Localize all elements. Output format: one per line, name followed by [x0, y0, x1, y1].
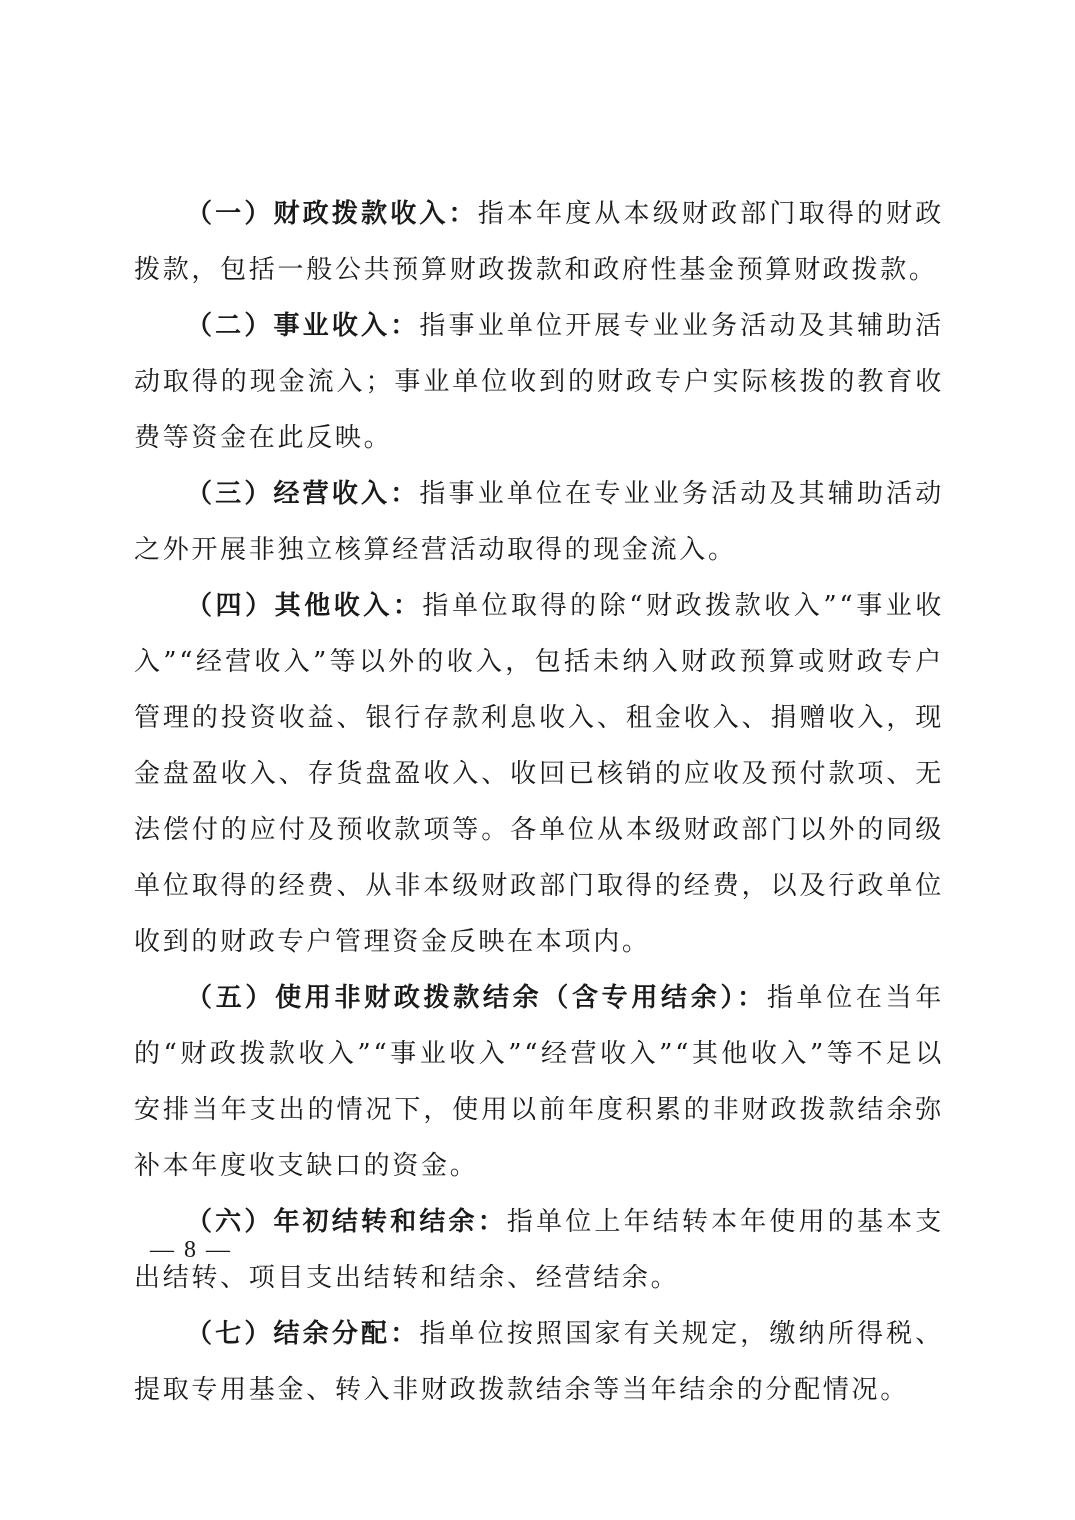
- paragraph-balance-distribution: [134, 1306, 944, 1418]
- paragraph-other-income: [134, 578, 944, 970]
- page-number: — 8 —: [150, 1237, 232, 1263]
- definition-balance-distribution: 指单位按照国家有关规定，缴纳所得税、提取专用基金、转入非财政拨款结余等当年结余的分配情况。: [134, 1319, 944, 1405]
- definition-other-income: 指单位取得的除“财政拨款收入”“事业收入”“经营收入”等以外的收入，包括未纳入财政预算或财政专户管理的投资收益、银行存款利息收入、租金收入、捐赠收入，现金盘盈收入、存货盘盈收入、收回已核销的应收及预付款项、无法偿付的应付及预收款项等。各单位从本级财政部门以外的同级单位取得的经费、从非本级财政部门取得的经费，以及行政单位收到的财政专户管理资金反映在本项内。: [134, 591, 944, 957]
- definition-opening-carryover: 指单位上年结转本年使用的基本支出结转、项目支出结转和结余、经营结余。: [134, 1207, 944, 1293]
- definition-fiscal-appropriation-income: 指本年度从本级财政部门取得的财政拨款，包括一般公共预算财政拨款和政府性基金预算财政拨款。: [134, 199, 944, 285]
- definition-business-income: 指事业单位开展专业业务活动及其辅助活动取得的现金流入；事业单位收到的财政专户实际核拨的教育收费等资金在此反映。: [134, 311, 944, 453]
- document-body: [134, 186, 944, 1418]
- definition-non-fiscal-balance-use: 指单位在当年的“财政拨款收入”“事业收入”“经营收入”“其他收入”等不足以安排当年支出的情况下，使用以前年度积累的非财政拨款结余弥补本年度收支缺口的资金。: [134, 983, 944, 1181]
- term-operating-income: （三）经营收入：: [186, 479, 420, 509]
- paragraph-non-fiscal-balance-use: [134, 970, 944, 1194]
- paragraph-business-income: [134, 298, 944, 466]
- term-non-fiscal-balance-use: （五）使用非财政拨款结余（含专用结余）：: [186, 983, 767, 1013]
- term-opening-carryover: （六）年初结转和结余：: [186, 1207, 507, 1237]
- paragraph-fiscal-appropriation-income: [134, 186, 944, 298]
- term-other-income: （四）其他收入：: [186, 591, 423, 621]
- term-business-income: （二）事业收入：: [186, 311, 420, 341]
- term-fiscal-appropriation-income: （一）财政拨款收入：: [186, 199, 478, 229]
- definition-operating-income: 指事业单位在专业业务活动及其辅助活动之外开展非独立核算经营活动取得的现金流入。: [134, 479, 944, 565]
- paragraph-opening-carryover: [134, 1194, 944, 1306]
- term-balance-distribution: （七）结余分配：: [186, 1319, 420, 1349]
- paragraph-operating-income: [134, 466, 944, 578]
